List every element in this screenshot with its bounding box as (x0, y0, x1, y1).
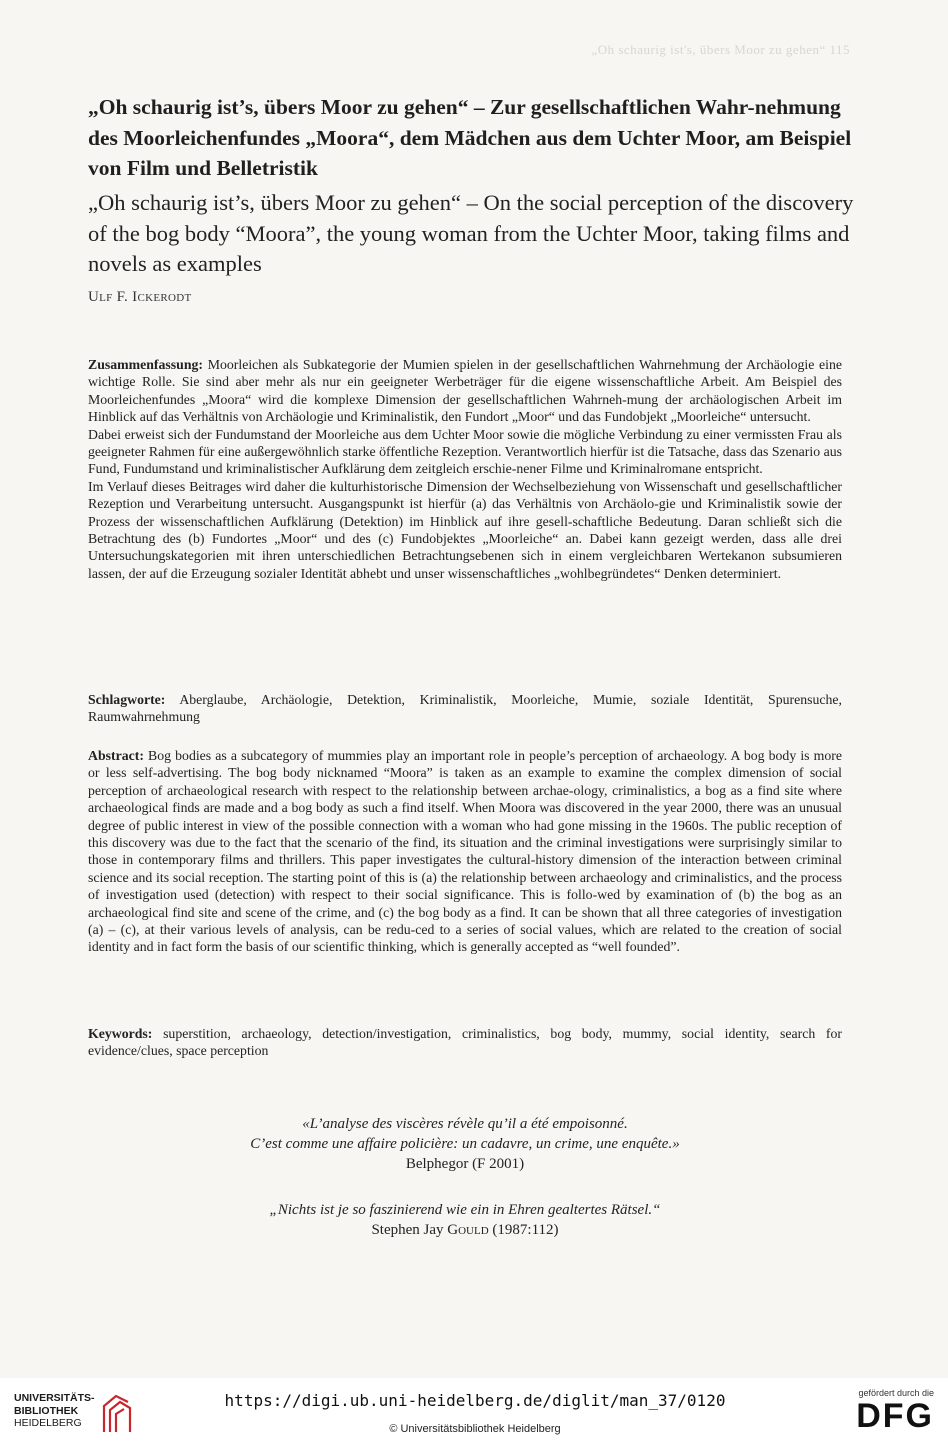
zusammenfassung-paragraph: Im Verlauf dieses Beitrages wird daher die kulturhistorische Dimension der Wechselbeziehung von Wissenschaft und gesellschaftlicher Rezeption und Verarbeitung untersucht. Ausgangspunkt ist hierfür (a) das Verhältnis von Archäolo-gie und Kriminalistik sowie der Prozess der wissenschaftlichen Aufklärung (Detektion) im Hinblick auf ihre gesell-schaftliche Bedeutung. Daran schließt sich die Betrachtung des (b) Fundortes „Moor“ und des (c) Fundobjektes „Moorleiche“ an. Dabei kann gezeigt werden, dass alle drei Untersuchungskategorien mit ihren unterschiedlichen Betrachtungsebenen sich in einem vergleichbaren Wertekanon subsumieren lassen, der auf die Erzeugung sozialer Identität abhebt und unser wissenschaftliches „wohlbegründetes“ Denken determiniert. (88, 478, 842, 581)
abstract-label: Abstract: (88, 748, 144, 763)
keywords-label: Keywords: (88, 1026, 153, 1041)
copyright-notice: © Universitätsbibliothek Heidelberg (389, 1423, 561, 1435)
library-name-line: BIBLIOTHEK (14, 1404, 79, 1417)
zusammenfassung (88, 356, 842, 582)
dfg-funding[interactable] (840, 1388, 934, 1440)
schlagworte-label: Schlagworte: (88, 692, 166, 707)
library-name-line: HEIDELBERG (14, 1417, 82, 1429)
epigraph-source: Stephen Jay Gould (1987:112) (371, 1222, 559, 1238)
title-english: „Oh schaurig ist’s, übers Moor zu gehen“ – On the social perception of the discovery of the bog body “Moora”, the young woman from the Uchter Moor, taking films and novels as examples (88, 190, 854, 276)
abstract-text: Bog bodies as a subcategory of mummies play an important role in people’s perception of archaeology. A bog body is more or less self-advertising. The bog body nicknamed “Moora” is taken as an example to examine the complex dimension of social perception of archaeological research with respect to the relationship between archae-ology, criminalistics, a bog as a find site where archaeological finds are made and a bog body as such a find itself. When Moora was discovered in the year 2000, there was an unusual degree of public interest in view of the possible connection with a woman who had gone missing in the 1960s. The public reception of this discovery was due to the fact that the scenario of the find, its situation and the criminal investigations were surprisingly similar to those in contemporary films and thrillers. This paper investigates the cultural-history dimension of the interaction between criminal science and its social reception. The starting point of this is (a) the relationship between archaeology and criminalistics, and the process of investigation used (detection) with respect to their social significance. This is follo-wed by examination of (b) the bog as an archaeological find site and scene of the crime, and (c) the bog body as a find. It can be shown that all three categories of investigation (a) – (c), at their various levels of analysis, can be redu-ced to a series of social values, which are related to the creation of social identity and in fact form the basis of our scientific thinking, which is generally accepted as “well founded”. (88, 748, 842, 955)
funding-note: gefördert durch die (858, 1388, 934, 1398)
zusammenfassung-label: Zusammenfassung: (88, 357, 203, 372)
library-name-line: UNIVERSITÄTS- (14, 1392, 95, 1404)
library-logo[interactable] (14, 1392, 134, 1436)
dfg-logo: DFG (856, 1397, 934, 1435)
title-german: „Oh schaurig ist’s, übers Moor zu gehen“ – Zur gesellschaftlichen Wahr-nehmung des Moorleichenfundes „Moora“, dem Mädchen aus dem Uchter Moor, am Beispiel von Film und Belletristik (88, 95, 852, 180)
zusammenfassung-paragraph: Dabei erweist sich der Fundumstand der Moorleiche aus dem Uchter Moor sowie die mögliche Verbindung zu einer vermissten Frau als geeigneter Rahmen für eine außergewöhnlich starke öffentliche Rezeption. Verantwortlich hierfür ist die Tatsache, dass das Szenario aus Fund, Fundumstand und kriminalistischer Aufklärung dem zeitgleich erschie-nener Filme und Kriminalromane entspricht. (88, 426, 842, 477)
permalink-url[interactable]: https://digi.ub.uni-heidelberg.de/diglit/man_37/0120 (224, 1391, 726, 1410)
library-emblem-icon (100, 1392, 134, 1436)
schlagworte (88, 691, 842, 726)
epigraph-line: «L’analyse des viscères révèle qu’il a été empoisonné. (302, 1116, 628, 1132)
abstract (88, 747, 842, 956)
viewer-footer (0, 1378, 948, 1446)
zusammenfassung-paragraph: Zusammenfassung: Moorleichen als Subkategorie der Mumien spielen in der gesellschaftlichen Wahrnehmung der Archäologie eine wichtige Rolle. Sie sind aber mehr als nur ein geeigneter Werbeträger für die eigene wissenschaftliche Arbeit. Am Beispiel des Moorleichenfundes „Moora“ wird die komplexe Dimension der gesellschaftlichen Wahrneh-mung der archäologischen Arbeit im Hinblick auf das Verhältnis von Archäologie und Kriminalistik, den Fundort „Moor“ und das Fundobjekt „Moorleiche“ untersucht. (88, 357, 842, 425)
epigraph-2 (88, 1200, 842, 1240)
keywords-text: superstition, archaeology, detection/investigation, criminalistics, bog body, mummy, social identity, search for evidence/clues, space perception (88, 1026, 842, 1059)
epigraph-source: Belphegor (F 2001) (405, 1156, 525, 1172)
author: Ulf F. Ickerodt (88, 289, 192, 305)
epigraph-1 (88, 1114, 842, 1174)
epigraph-line: „Nichts ist je so faszinierend wie ein in Ehren gealtertes Rätsel.“ (269, 1202, 661, 1218)
keywords (88, 1025, 842, 1060)
schlagworte-text: Aberglaube, Archäologie, Detektion, Kriminalistik, Moorleiche, Mumie, soziale Identität, Spurensuche, Raumwahrnehmung (88, 692, 842, 725)
epigraph-line: C’est comme une affaire policière: un cadavre, un crime, une enquête.» (250, 1136, 680, 1152)
running-head: „Oh schaurig ist's, übers Moor zu gehen“ 115 (591, 42, 850, 57)
